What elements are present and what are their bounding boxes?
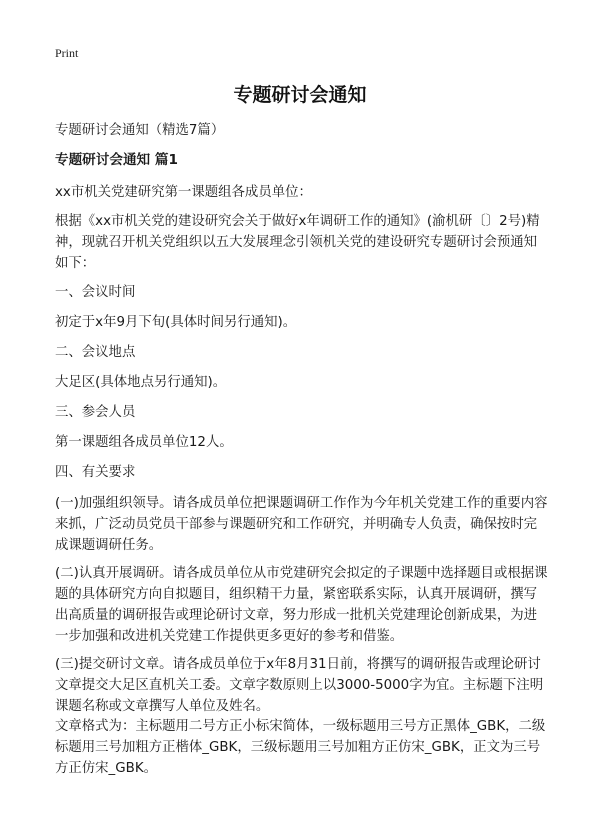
format-paragraph: 文章格式为：主标题用二号方正小标宋简体，一级标题用三号方正黑体_GBK，二级标题用三号加粗方正楷体_GBK，三级标题用三号加粗方正仿宋_GBK，正文为三号方正仿宋_GBK。 xyxy=(55,719,546,776)
meeting-location-text: 大足区(具体地点另行通知)。 xyxy=(55,375,227,390)
heading-attendees: 三、参会人员 xyxy=(55,405,136,420)
attendees-text: 第一课题组各成员单位12人。 xyxy=(55,435,233,450)
heading-meeting-time: 一、会议时间 xyxy=(55,285,136,300)
meeting-time-text: 初定于x年9月下旬(具体时间另行通知)。 xyxy=(55,315,297,330)
intro-paragraph: 根据《xx市机关党的建设研究会关于做好x年调研工作的通知》(渝机研〔〕2号)精神，现就召开机关党组织以五大发展理念引领机关党的建设研究专题研讨会预通知如下： xyxy=(55,214,540,271)
recipient-line: xx市机关党建研究第一课题组各成员单位： xyxy=(55,185,312,200)
requirement-paragraph-1: (一)加强组织领导。请各成员单位把课题调研工作作为今年机关党建工作的重要内容来抓，广泛动员党员干部参与课题研究和工作研究，并明确专人负责，确保按时完成课题调研任务。 xyxy=(55,496,548,553)
section-heading: 专题研讨会通知 篇1 xyxy=(55,152,178,168)
requirement-paragraph-2: (二)认真开展调研。请各成员单位从市党建研究会拟定的子课题中选择题目或根据课题的具体研究方向自拟题目，组织精干力量，紧密联系实际，认真开展调研，撰写出高质量的调研报告或理论研讨文章，努力形成一批机关党建理论创新成果，为进一步加强和改进机关党建工作提供更多更好的参考和借鉴。 xyxy=(55,566,548,644)
requirement-paragraph-3: (三)提交研讨文章。请各成员单位于x年8月31日前，将撰写的调研报告或理论研讨文章提交大足区直机关工委。文章字数原则上以3000-5000字为宜。主标题下注明课题名称或文章撰写人单位及姓名。 xyxy=(55,657,544,714)
heading-requirements: 四、有关要求 xyxy=(55,465,136,480)
document-subtitle: 专题研讨会通知（精选7篇） xyxy=(55,123,225,138)
page-title: 专题研讨会通知 xyxy=(233,84,367,106)
print-link[interactable]: Print xyxy=(55,46,79,60)
heading-meeting-location: 二、会议地点 xyxy=(55,345,136,360)
